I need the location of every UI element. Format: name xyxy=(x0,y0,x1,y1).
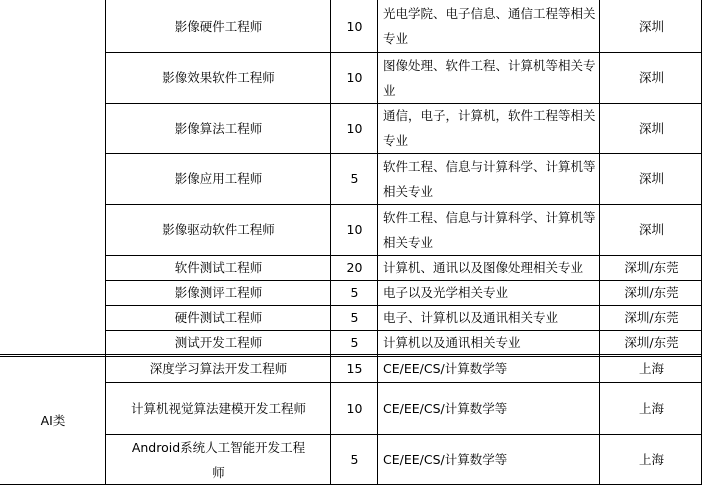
major-cell: CE/EE/CS/计算数学等 xyxy=(383,361,508,376)
location-cell: 深圳 xyxy=(638,18,664,34)
grid-line xyxy=(105,52,702,53)
major-cell: 光电学院、电子信息、通信工程等相关专业 xyxy=(383,6,596,46)
major-cell: 图像处理、软件工程、计算机等相关专业 xyxy=(383,57,596,98)
count-cell: 10 xyxy=(346,18,363,34)
location-cell: 深圳 xyxy=(638,70,664,85)
grid-line xyxy=(701,0,702,485)
grid-line xyxy=(105,103,702,104)
grid-line xyxy=(105,330,702,331)
position-cell: 测试开发工程师 xyxy=(174,335,263,350)
position-cell: 影像效果软件工程师 xyxy=(162,70,275,85)
grid-line xyxy=(377,0,378,485)
position-cell: 影像算法工程师 xyxy=(174,120,263,136)
position-cell: 影像应用工程师 xyxy=(174,171,263,186)
position-cell: 深度学习算法开发工程师 xyxy=(149,361,288,376)
count-cell: 20 xyxy=(346,260,363,275)
position-cell: 影像测评工程师 xyxy=(174,285,263,300)
location-cell: 深圳/东莞 xyxy=(624,310,679,325)
grid-line xyxy=(105,0,106,485)
location-cell: 深圳/东莞 xyxy=(624,285,679,300)
count-cell: 10 xyxy=(346,222,363,237)
position-cell: 硬件测试工程师 xyxy=(174,310,263,325)
location-cell: 深圳/东莞 xyxy=(624,335,679,350)
major-cell: 计算机以及通讯相关专业 xyxy=(383,335,521,350)
major-cell: CE/EE/CS/计算数学等 xyxy=(383,400,508,416)
position-cell: 计算机视觉算法建模开发工程师 xyxy=(130,400,306,416)
major-cell: 计算机、通讯以及图像处理相关专业 xyxy=(383,260,584,275)
location-cell: 上海 xyxy=(638,452,664,467)
position-cell: Android系统人工智能开发工程师 xyxy=(131,439,306,480)
count-cell: 10 xyxy=(346,70,363,85)
count-cell: 5 xyxy=(350,171,359,186)
grid-line xyxy=(105,153,702,154)
position-cell: 影像硬件工程师 xyxy=(174,18,263,34)
grid-line xyxy=(105,280,702,281)
location-cell: 深圳/东莞 xyxy=(624,260,679,275)
category-cell-ai: AI类 xyxy=(40,412,66,428)
count-cell: 5 xyxy=(350,452,359,467)
position-cell: 影像驱动软件工程师 xyxy=(162,222,275,237)
major-cell: 软件工程、信息与计算科学、计算机等相关专业 xyxy=(383,209,596,250)
location-cell: 深圳 xyxy=(638,120,664,136)
count-cell: 15 xyxy=(346,361,363,376)
count-cell: 5 xyxy=(350,310,359,325)
position-cell: 软件测试工程师 xyxy=(174,260,263,275)
grid-line xyxy=(105,382,702,383)
category-cell xyxy=(0,0,106,355)
grid-line xyxy=(105,255,702,256)
location-cell: 深圳 xyxy=(638,171,664,186)
category-separator xyxy=(0,356,702,357)
major-cell: CE/EE/CS/计算数学等 xyxy=(383,452,508,467)
grid-line xyxy=(105,434,702,435)
grid-line xyxy=(105,204,702,205)
count-cell: 10 xyxy=(346,120,363,136)
location-cell: 上海 xyxy=(638,361,664,376)
category-separator xyxy=(0,354,702,355)
grid-line xyxy=(599,0,600,485)
location-cell: 上海 xyxy=(638,400,664,416)
major-cell: 电子、计算机以及通讯相关专业 xyxy=(383,310,559,325)
count-cell: 5 xyxy=(350,335,359,350)
count-cell: 5 xyxy=(350,285,359,300)
location-cell: 深圳 xyxy=(638,222,664,237)
major-cell: 软件工程、信息与计算科学、计算机等相关专业 xyxy=(383,158,596,199)
grid-line xyxy=(105,305,702,306)
count-cell: 10 xyxy=(346,400,363,416)
grid-line xyxy=(330,0,331,485)
major-cell: 通信，电子，计算机，软件工程等相关专业 xyxy=(383,108,596,148)
major-cell: 电子以及光学相关专业 xyxy=(383,285,509,300)
